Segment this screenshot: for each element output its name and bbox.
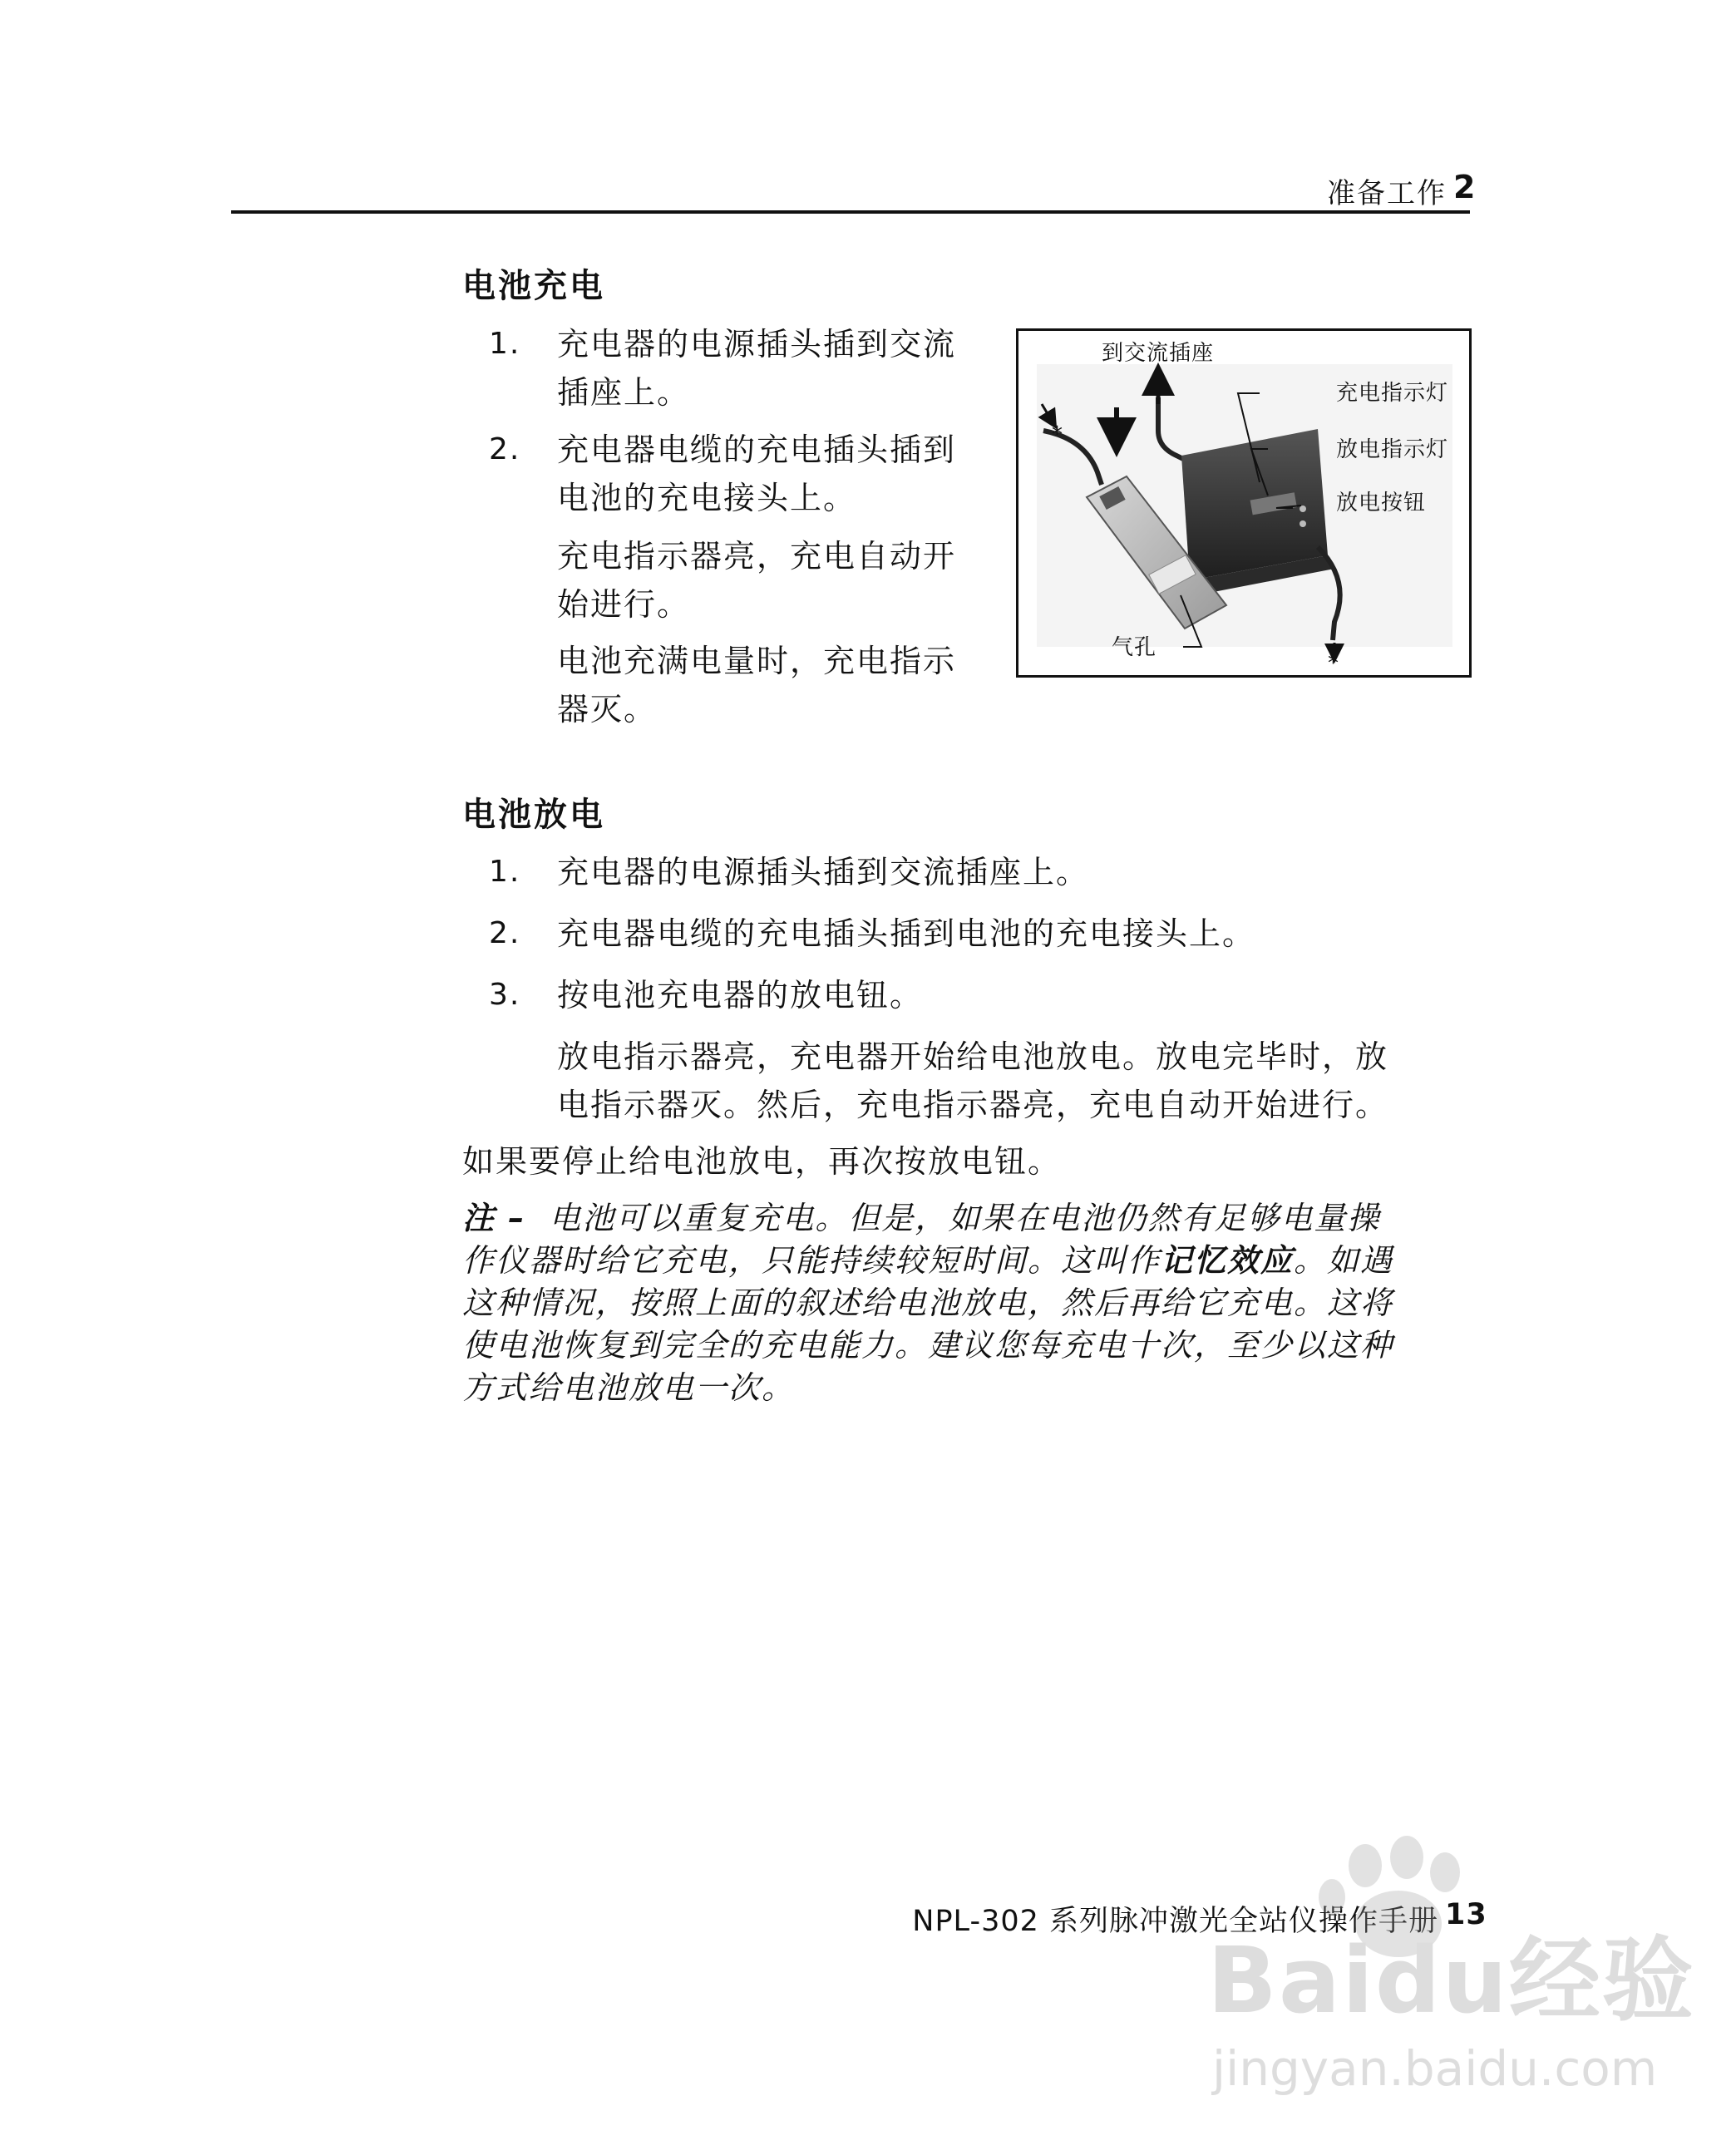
- stop-discharge-text: 如果要停止给电池放电，再次按放电钮。: [462, 1143, 1062, 1180]
- paragraph-line: 始进行。: [557, 586, 691, 623]
- chapter-number: 2: [1453, 169, 1476, 205]
- footer-manual-title: NPL-302 系列脉冲激光全站仪操作手册: [912, 1905, 1438, 1938]
- memory-effect-term: 记忆效应: [1161, 1242, 1295, 1279]
- step-text-line: 电池的充电接头上。: [557, 480, 857, 516]
- note-line: 使电池恢复到完全的充电能力。建议您每充电十次，至少以这种: [462, 1327, 1394, 1364]
- step-number: 2.: [489, 432, 521, 466]
- step-text: 充电器电缆的充电插头插到电池的充电接头上。: [557, 915, 1256, 952]
- label-charge-light: 充电指示灯: [1336, 381, 1449, 406]
- paragraph-line: 器灭。: [557, 691, 658, 727]
- step-number: 2.: [489, 916, 521, 950]
- step-text: 充电器的电源插头插到交流插座上。: [557, 854, 1090, 890]
- discharging-paragraph: [557, 1033, 1480, 1129]
- memory-effect-note: [462, 1197, 1485, 1409]
- note-text: 电池可以重复充电。但是，如果在电池仍然有足够电量操: [549, 1200, 1381, 1236]
- paragraph-line: 充电指示器亮，充电自动开: [557, 538, 957, 575]
- note-text: 作仪器时给它充电，只能持续较短时间。这叫作: [462, 1242, 1161, 1279]
- step-text: 按电池充电器的放电钮。: [557, 977, 924, 1013]
- paragraph-line: 电指示器灭。然后，充电指示器亮，充电自动开始进行。: [557, 1087, 1389, 1123]
- charging-paragraph-1: [557, 532, 1056, 629]
- note-text: 。如遇: [1294, 1242, 1394, 1279]
- baidu-watermark: [1207, 1832, 1695, 2132]
- header-rule: [231, 210, 1470, 214]
- footer-page-number: 13: [1445, 1898, 1487, 1931]
- paragraph-line: 电池充满电量时，充电指示: [557, 643, 957, 679]
- note-label: 注 –: [462, 1200, 526, 1236]
- label-asterisk-left: *: [1052, 422, 1063, 447]
- charger-figure: [1016, 328, 1472, 678]
- section-heading-discharging: 电池放电: [462, 796, 605, 834]
- note-line: [462, 1240, 1485, 1282]
- note-line: 这种情况，按照上面的叙述给电池放电，然后再给它充电。这将: [462, 1285, 1394, 1321]
- label-discharge-light: 放电指示灯: [1336, 437, 1449, 462]
- label-asterisk-bottom: *: [1328, 651, 1339, 676]
- label-vent: 气孔: [1112, 635, 1157, 660]
- watermark-url: jingyan.baidu.com: [1212, 2040, 1658, 2097]
- note-line: 方式给电池放电一次。: [462, 1369, 796, 1406]
- note-line: [462, 1197, 1485, 1240]
- step-text-line: 充电器电缆的充电插头插到: [557, 431, 957, 468]
- step-text-line: 插座上。: [557, 374, 691, 411]
- step-text-line: 充电器的电源插头插到交流: [557, 326, 957, 362]
- step-number: 1.: [489, 855, 521, 889]
- label-ac-outlet: 到交流插座: [1102, 341, 1215, 366]
- step-number: 1.: [489, 327, 521, 361]
- step-number: 3.: [489, 978, 521, 1012]
- charger-body: [1181, 429, 1334, 595]
- paragraph-line: 放电指示器亮，充电器开始给电池放电。放电完毕时，放: [557, 1038, 1389, 1075]
- label-discharge-button: 放电按钮: [1336, 491, 1427, 515]
- watermark-brand: Baidu经验: [1207, 1927, 1695, 2034]
- charging-paragraph-2: [557, 637, 1056, 733]
- section-heading-charging: 电池充电: [462, 267, 605, 305]
- running-header-title: 准备工作: [1327, 177, 1447, 210]
